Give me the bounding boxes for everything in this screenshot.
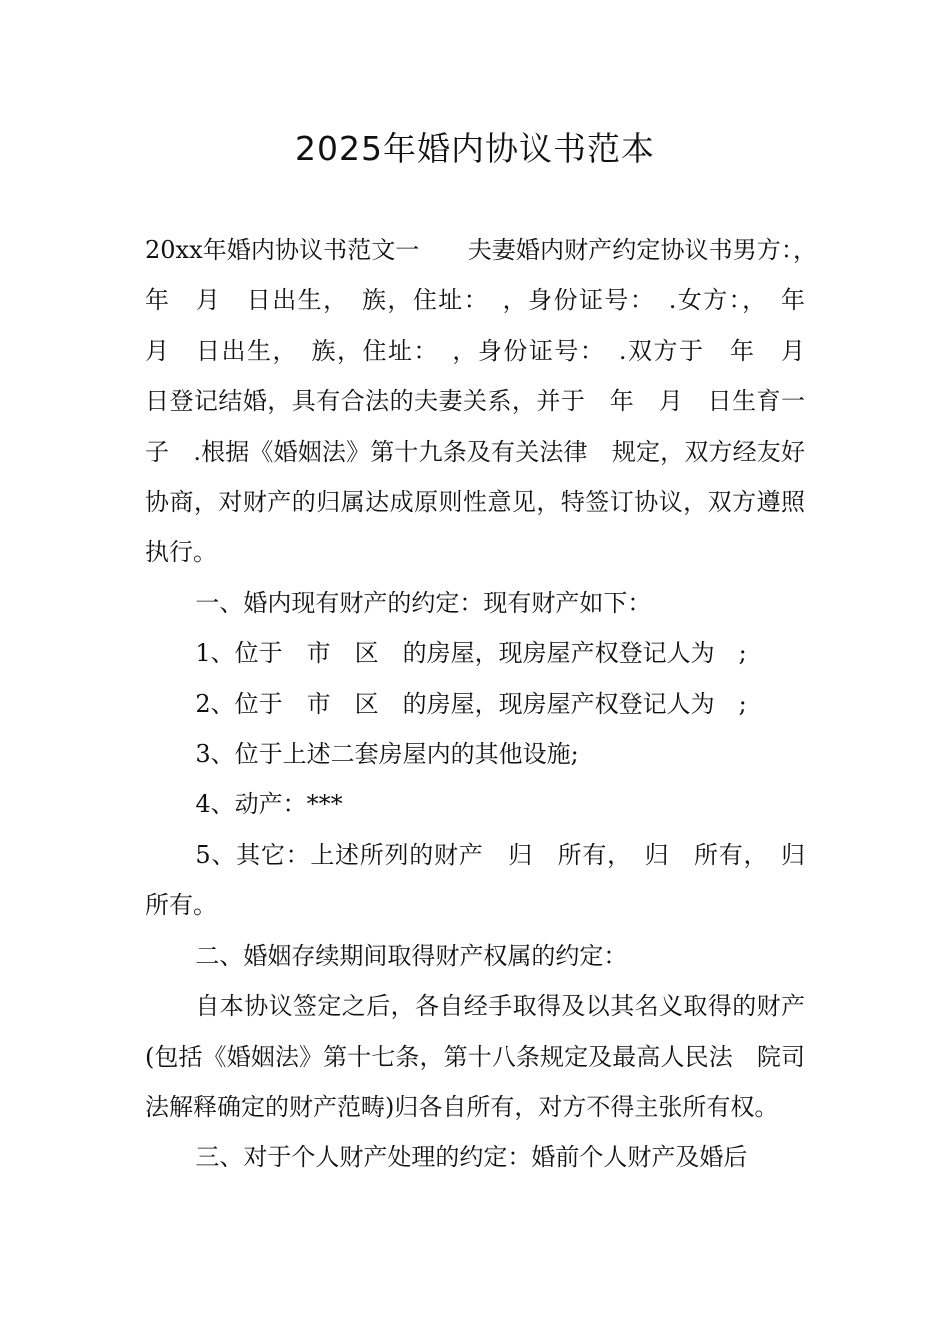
paragraph-item-5: 5、其它：上述所列的财产 归 所有， 归 所有， 归 所有。	[145, 840, 829, 920]
paragraph-section-1-heading: 一、婚内现有财产的约定：现有财产如下：	[195, 588, 652, 617]
document-body	[145, 225, 829, 1183]
paragraph-item-4: 4、动产：***	[195, 790, 343, 819]
paragraph-section-2-body: 自本协议签定之后，各自经手取得及以其名义取得的财产(包括《婚姻法》第十七条，第十八条规定及最高人民法 院司法解释确定的财产范畴)归各自所有，对方不得主张所有权。	[145, 992, 805, 1121]
paragraph-item-1: 1、位于 市 区 的房屋，现房屋产权登记人为 ;	[195, 639, 747, 668]
paragraph-section-3: 三、对于个人财产处理的约定：婚前个人财产及婚后	[195, 1143, 748, 1172]
document-title: 2025年婚内协议书范本	[295, 129, 655, 168]
paragraph-section-2-heading: 二、婚姻存续期间取得财产权属的约定：	[195, 941, 628, 970]
paragraph-item-3: 3、位于上述二套房屋内的其他设施;	[195, 740, 579, 769]
paragraph-item-2: 2、位于 市 区 的房屋，现房屋产权登记人为 ;	[195, 689, 747, 718]
paragraph-intro: 20xx年婚内协议书范文一 夫妻婚内财产约定协议书男方：， 年 月 日出生， 族，住址： ，身份证号： .女方：， 年 月 日出生， 族，住址： ，身份证号： .双方于 年 月 日登记结婚，具有合法的夫妻关系，并于 年 月 日生育一子 .根据《婚姻法》第十九条及有关法律 规定，双方经友好协商，对财产的归属达成原则性意见，特签订协议，双方遵照执行。	[145, 236, 829, 567]
